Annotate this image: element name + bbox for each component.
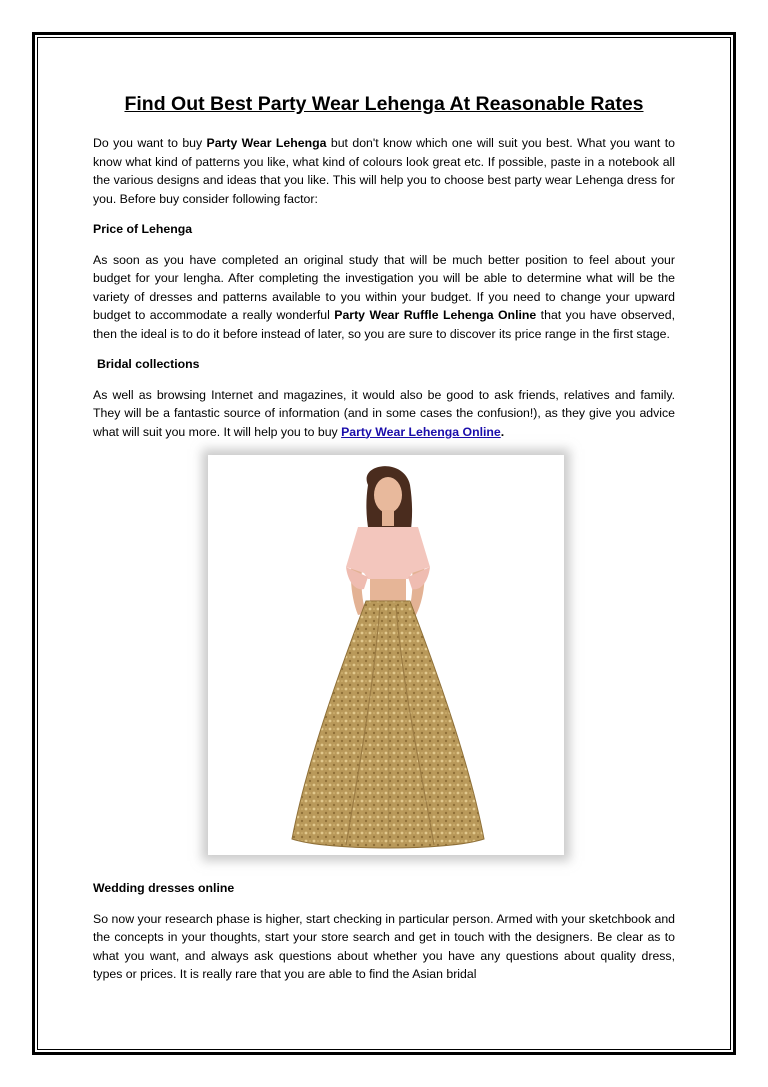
wedding-heading: Wedding dresses online xyxy=(93,881,235,895)
midriff-shape xyxy=(370,579,406,603)
bridal-paragraph xyxy=(93,386,675,442)
neck-shape xyxy=(382,510,394,526)
price-text-end: that you have observed, then the ideal is to do it before instead of later, so you are sure to discover its price range in the first stage. xyxy=(93,308,675,341)
intro-keyword: Party Wear Lehenga xyxy=(206,136,327,150)
price-keyword: Party Wear Ruffle Lehenga Online xyxy=(334,308,537,322)
intro-text-end: but don't know which one will suit you best. What you want to know what kind of patterns you like, what kind of colours look great etc. If possible, paste in a notebook all the various designs and ideas that you like. This will help you to choose best party wear Lehenga dress for you. Before buy consider following factor: xyxy=(93,136,675,206)
intro-paragraph xyxy=(93,134,675,208)
bridal-text-start: As well as browsing Internet and magazines, it would also be good to ask friends, relatives and family. They will be a fantastic source of information (and in some cases the confusion!), as they give you advice what will suit you more. It will help you to buy xyxy=(93,387,675,439)
bridal-text-end: . xyxy=(500,424,505,439)
party-wear-lehenga-link[interactable]: Party Wear Lehenga Online xyxy=(341,424,501,439)
page-title: Find Out Best Party Wear Lehenga At Reasonable Rates xyxy=(124,93,644,115)
face-shape xyxy=(374,477,402,513)
price-heading: Price of Lehenga xyxy=(93,222,193,236)
price-text-start: As soon as you have completed an original study that will be much better position to feel about your budget for your lengha. After completing the investigation you will be able to determine what will be the variety of dresses and patterns available to you within your budget. If you need to change your upward budget to accommodate a really wonderful xyxy=(93,252,675,322)
wedding-paragraph: So now your research phase is higher, start checking in particular person. Armed with your sketchbook and the concepts in your thoughts, start your store search and get in touch with the designers. Be clear as to what you want, and always ask questions about whether you have any questions about quality dress, types or prices. It is really rare that you are able to find the Asian bridal xyxy=(93,911,675,981)
intro-text-start: Do you want to buy xyxy=(93,136,207,150)
bridal-heading: Bridal collections xyxy=(97,357,200,371)
lehenga-photo xyxy=(208,455,564,855)
model-illustration xyxy=(208,455,564,855)
price-paragraph xyxy=(93,251,675,344)
document-body xyxy=(93,93,675,984)
